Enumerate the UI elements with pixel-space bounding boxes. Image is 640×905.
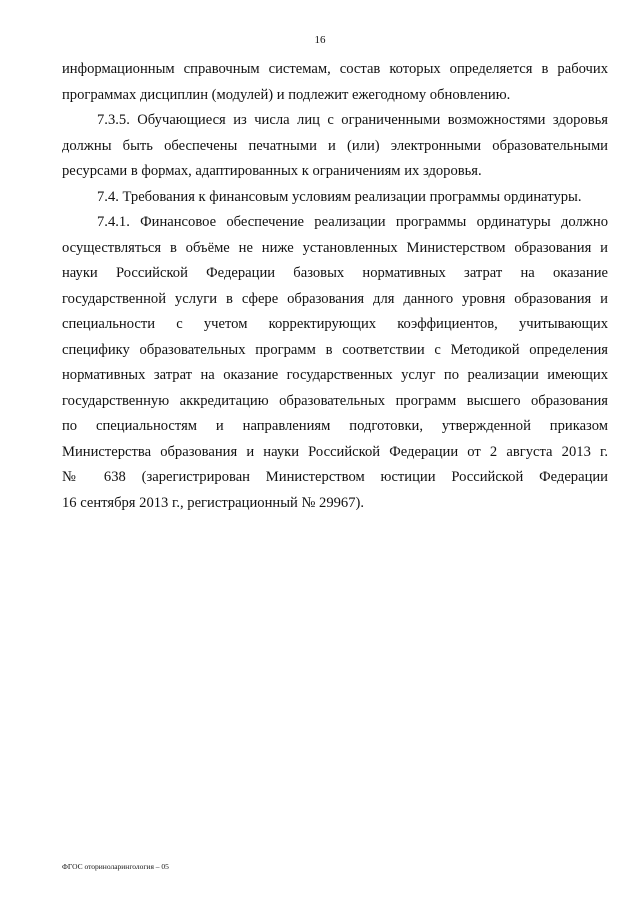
text-line: специфику образовательных программ в соответствии с Методикой определения xyxy=(62,341,608,358)
text-line: науки Российской Федерации базовых нормативных затрат на оказание xyxy=(62,265,608,281)
text-line: программах дисциплин (модулей) и подлежит ежегодному обновлению. xyxy=(62,86,511,103)
body-text xyxy=(62,57,608,516)
text-line: должны быть обеспечены печатными и (или) электронными образовательными xyxy=(62,137,608,154)
text-line: специальности с учетом корректирующих коэффициентов, учитывающих xyxy=(62,316,608,332)
footer-text: ФГОС оториноларингология – 05 xyxy=(62,862,169,871)
text-line: 7.4.1. Финансовое обеспечение реализации программы ординатуры должно xyxy=(97,214,608,230)
text-line: 7.4. Требования к финансовым условиям реализации программы ординатуры. xyxy=(97,188,582,205)
text-line: по специальностям и направлениям подготовки, утвержденной приказом xyxy=(62,418,608,434)
text-line: осуществляться в объёме не ниже установленных Министерством образования и xyxy=(62,239,608,256)
text-line: государственную аккредитацию образовательных программ высшего образования xyxy=(62,392,608,409)
text-line: 16 сентября 2013 г., регистрационный № 29967). xyxy=(62,494,365,511)
text-line: государственной услуги в сфере образования для данного уровня образования и xyxy=(62,290,608,307)
text-line: нормативных затрат на оказание государственных услуг по реализации имеющих xyxy=(62,367,608,383)
text-line: № 638 (зарегистрирован Министерством юстиции Российской Федерации xyxy=(62,469,608,485)
page-number: 16 xyxy=(314,34,326,46)
text-line: Министерства образования и науки Российской Федерации от 2 августа 2013 г. xyxy=(62,443,608,460)
text-line: ресурсами в формах, адаптированных к ограничениям их здоровья. xyxy=(62,163,482,179)
text-line: 7.3.5. Обучающиеся из числа лиц с ограниченными возможностями здоровья xyxy=(97,112,608,128)
text-line: информационным справочным системам, состав которых определяется в рабочих xyxy=(62,61,608,77)
